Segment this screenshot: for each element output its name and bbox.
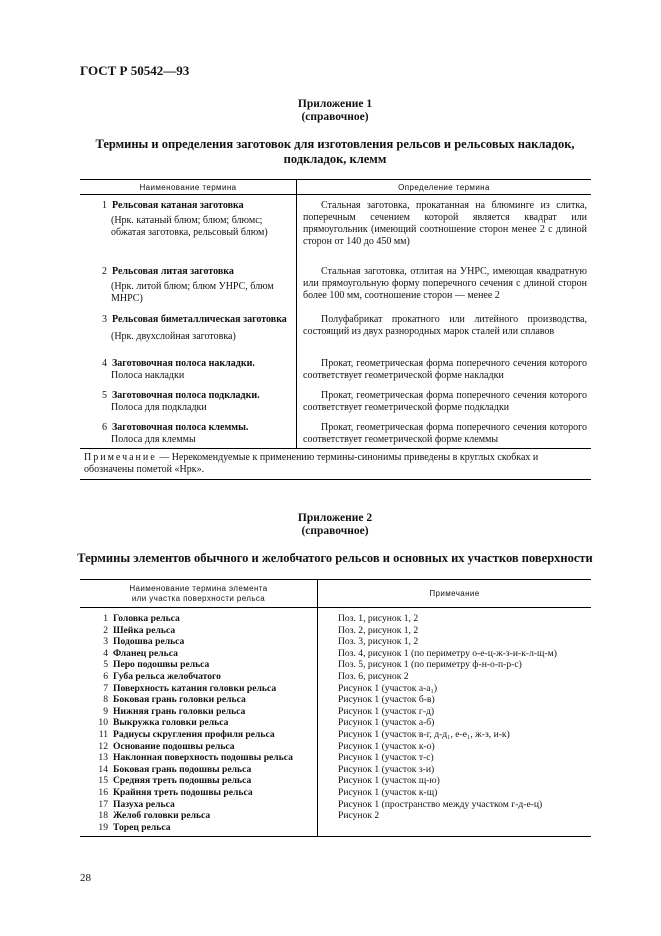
element-term: Боковая грань головки рельса [113,694,246,706]
element-note: Рисунок 1 (участок к-о) [338,740,435,752]
appendix2-label: Приложение 2 [297,512,373,524]
definition-3: Полуфабрикат прокатного или литейного производства, состоящий из двух разнородных марок сталей или сплавов [303,314,587,337]
element-term-number: 5 [103,659,108,671]
term-cell-4 [80,352,297,384]
element-term-number: 8 [103,694,108,706]
element-term: Крайняя треть подошвы рельса [113,786,253,798]
element-term-number: 9 [103,705,108,717]
appendix2-heading [80,512,590,538]
element-term-row [92,706,317,718]
element-note: Поз. 4, рисунок 1 (по периметру о-е-ц-ж-з-и-к-л-щ-м) [338,647,557,659]
element-term-row [92,694,317,706]
definition-1: Стальная заготовка, прокатанная на блюминге из слитка, поперечным сечением которой является квадрат или прямоугольник (имеющий соотношение сторон менее 2 с длиной сторон от 140 до 450 мм) [303,200,587,247]
element-note: Рисунок 1 (участок в-г, д-д₁, е-е₁, ж-з, и-к) [338,728,510,740]
synonym-6: Полоса для клеммы [111,434,196,445]
element-note: Рисунок 1 (участок г-д) [338,705,435,717]
element-term-number: 1 [103,613,108,624]
definition-6: Прокат, геометрическая форма поперечного сечения которого соответствует геометрической форме клеммы [303,422,587,445]
element-term-number: 14 [98,763,108,775]
appendix1-heading [80,98,590,124]
term-cell-1 [80,195,297,259]
element-note: Рисунок 2 [338,810,380,822]
element-term: Губа рельса желобчатого [113,670,221,682]
element-term: Пазуха рельса [113,798,175,810]
definition-cell-3 [297,309,592,352]
definition-2: Стальная заготовка, отлитая на УНРС, имеющая квадратную или прямоугольную форму поперечного сечения с длиной сторон более 100 мм, соотношение сторон — менее 2 [303,266,587,301]
col-header-element-line2: или участка поверхности рельса [131,593,266,603]
appendix1-label: Приложение 1 [297,98,373,110]
term-cell-3 [80,309,297,352]
element-note: Рисунок 1 (участок щ-ю) [338,775,440,787]
element-note: Поз. 2, рисунок 1, 2 [338,624,419,636]
table-note [80,449,591,480]
term-4: 4 Заготовочная полоса накладки. [102,358,255,369]
element-note: Рисунок 1 (участок з-и) [338,763,435,775]
element-term-row [92,822,317,834]
synonym-2: (Нрк. литой блюм; блюм УНРС, блюм МНРС) [111,281,274,304]
element-term-row [92,717,317,729]
col-header-note: Примечание [318,580,592,608]
element-term-row [92,799,317,811]
element-term-row [92,671,317,683]
element-term-number: 16 [98,786,108,798]
terms-table-1 [80,179,591,480]
col-header-element-line1: Наименование термина элемента [129,583,268,593]
definition-5: Прокат, геометрическая форма поперечного сечения которого соответствует геометрической форме подкладки [303,390,587,413]
term-5: 5 Заготовочная полоса подкладки. [102,390,260,401]
element-term: Желоб головки рельса [113,810,211,822]
definition-4: Прокат, геометрическая форма поперечного сечения которого соответствует геометрической форме накладки [303,358,587,381]
definition-cell-4 [297,352,592,384]
definition-cell-6 [297,416,592,449]
page-number: 28 [80,872,91,884]
element-term-number: 19 [98,821,108,833]
element-term-row [92,613,317,625]
appendix2-kind: (справочное) [301,525,369,537]
element-note [338,822,591,834]
element-term: Шейка рельса [113,624,176,636]
element-term: Боковая грань подошвы рельса [113,763,252,775]
synonym-5: Полоса для подкладки [111,402,207,413]
appendix1-kind: (справочное) [301,111,369,123]
element-term-row [92,636,317,648]
element-note: Поз. 5, рисунок 1 (по периметру ф-н-о-п-р-с) [338,659,522,671]
element-note: Поз. 1, рисунок 1, 2 [338,613,419,624]
appendix2-title: Термины элементов обычного и желобчатого рельсов и основных их участков поверхности [77,551,593,565]
term-2: 2 Рельсовая литая заготовка [102,266,234,277]
element-term-row [92,648,317,660]
term-3: 3 Рельсовая биметаллическая заготовка [102,314,287,325]
note-text: — Нерекомендуемые к применению термины-синонимы приведены в круглых скобках и обозначены пометой «Нрк». [84,452,539,475]
element-term-number: 7 [103,682,108,694]
col-header-definition: Определение термина [297,180,592,195]
element-term: Нижняя грань головки рельса [113,705,246,717]
element-note: Поз. 6, рисунок 2 [338,670,409,682]
element-term-number: 3 [103,636,108,648]
terms-table-2 [80,579,591,837]
element-terms-column [80,608,318,837]
element-term-row [92,729,317,741]
definition-cell-1 [297,195,592,259]
element-note: Рисунок 1 (участок а-а₁) [338,682,438,694]
definition-cell-5 [297,384,592,416]
synonym-1: (Нрк. катаный блюм; блюм; блюмс; обжатая заготовка, рельсовый блюм) [111,215,268,238]
element-note: Рисунок 1 (участок а-б) [338,717,435,729]
element-term-number: 15 [98,775,108,787]
note-label: Примечание [84,452,157,463]
col-header-element [80,580,318,608]
synonym-3: (Нрк. двухслойная заготовка) [111,331,236,342]
appendix1-title-line2: подкладок, клемм [283,152,387,166]
element-term-row [92,741,317,753]
element-term-number: 2 [103,624,108,636]
element-note: Рисунок 1 (пространство между участком г-д-е-ц) [338,798,543,810]
element-term: Фланец рельса [113,647,178,659]
appendix1-title-line1: Термины и определения заготовок для изготовления рельсов и рельсовых накладок, [95,137,575,151]
element-term-number: 10 [98,717,108,729]
element-note: Рисунок 1 (участок к-щ) [338,786,438,798]
term-cell-5 [80,384,297,416]
element-term: Поверхность катания головки рельса [113,682,277,694]
element-term-row [92,775,317,787]
element-note: Рисунок 1 (участок т-с) [338,752,434,764]
appendix1-title [70,137,600,167]
element-term-row [92,752,317,764]
element-term-row [92,625,317,637]
term-cell-2 [80,258,297,309]
element-term-number: 4 [103,647,108,659]
element-term-row [92,764,317,776]
element-term: Радиусы скругления профиля рельса [113,728,275,740]
element-note: Рисунок 1 (участок б-в) [338,694,435,706]
element-term: Средняя треть подошвы рельса [113,775,252,787]
element-term-number: 13 [98,752,108,764]
definition-cell-2 [297,258,592,309]
element-notes-column [318,608,592,837]
element-term-number: 17 [98,798,108,810]
element-term-row [92,810,317,822]
term-cell-6 [80,416,297,449]
element-term-number: 11 [98,728,108,740]
term-1: 1 Рельсовая катаная заготовка [102,200,244,211]
term-6: 6 Заготовочная полоса клеммы. [102,422,249,433]
element-term: Выкружка головки рельса [113,717,229,729]
element-term-number: 6 [103,670,108,682]
element-term: Перо подошвы рельса [113,659,210,671]
element-term-row [92,659,317,671]
element-term: Торец рельса [113,821,171,833]
element-term: Подошва рельса [113,636,185,648]
document-header: ГОСТ Р 50542—93 [80,63,190,78]
element-term-row [92,683,317,695]
element-term: Наклонная поверхность подошвы рельса [113,752,293,764]
element-term-row [92,787,317,799]
element-term: Головка рельса [113,613,180,624]
element-note: Поз. 3, рисунок 1, 2 [338,636,419,648]
element-term: Основание подошвы рельса [113,740,235,752]
col-header-term: Наименование термина [80,180,297,195]
synonym-4: Полоса накладки [111,370,185,381]
element-term-number: 12 [98,740,108,752]
element-term-number: 18 [98,810,108,822]
